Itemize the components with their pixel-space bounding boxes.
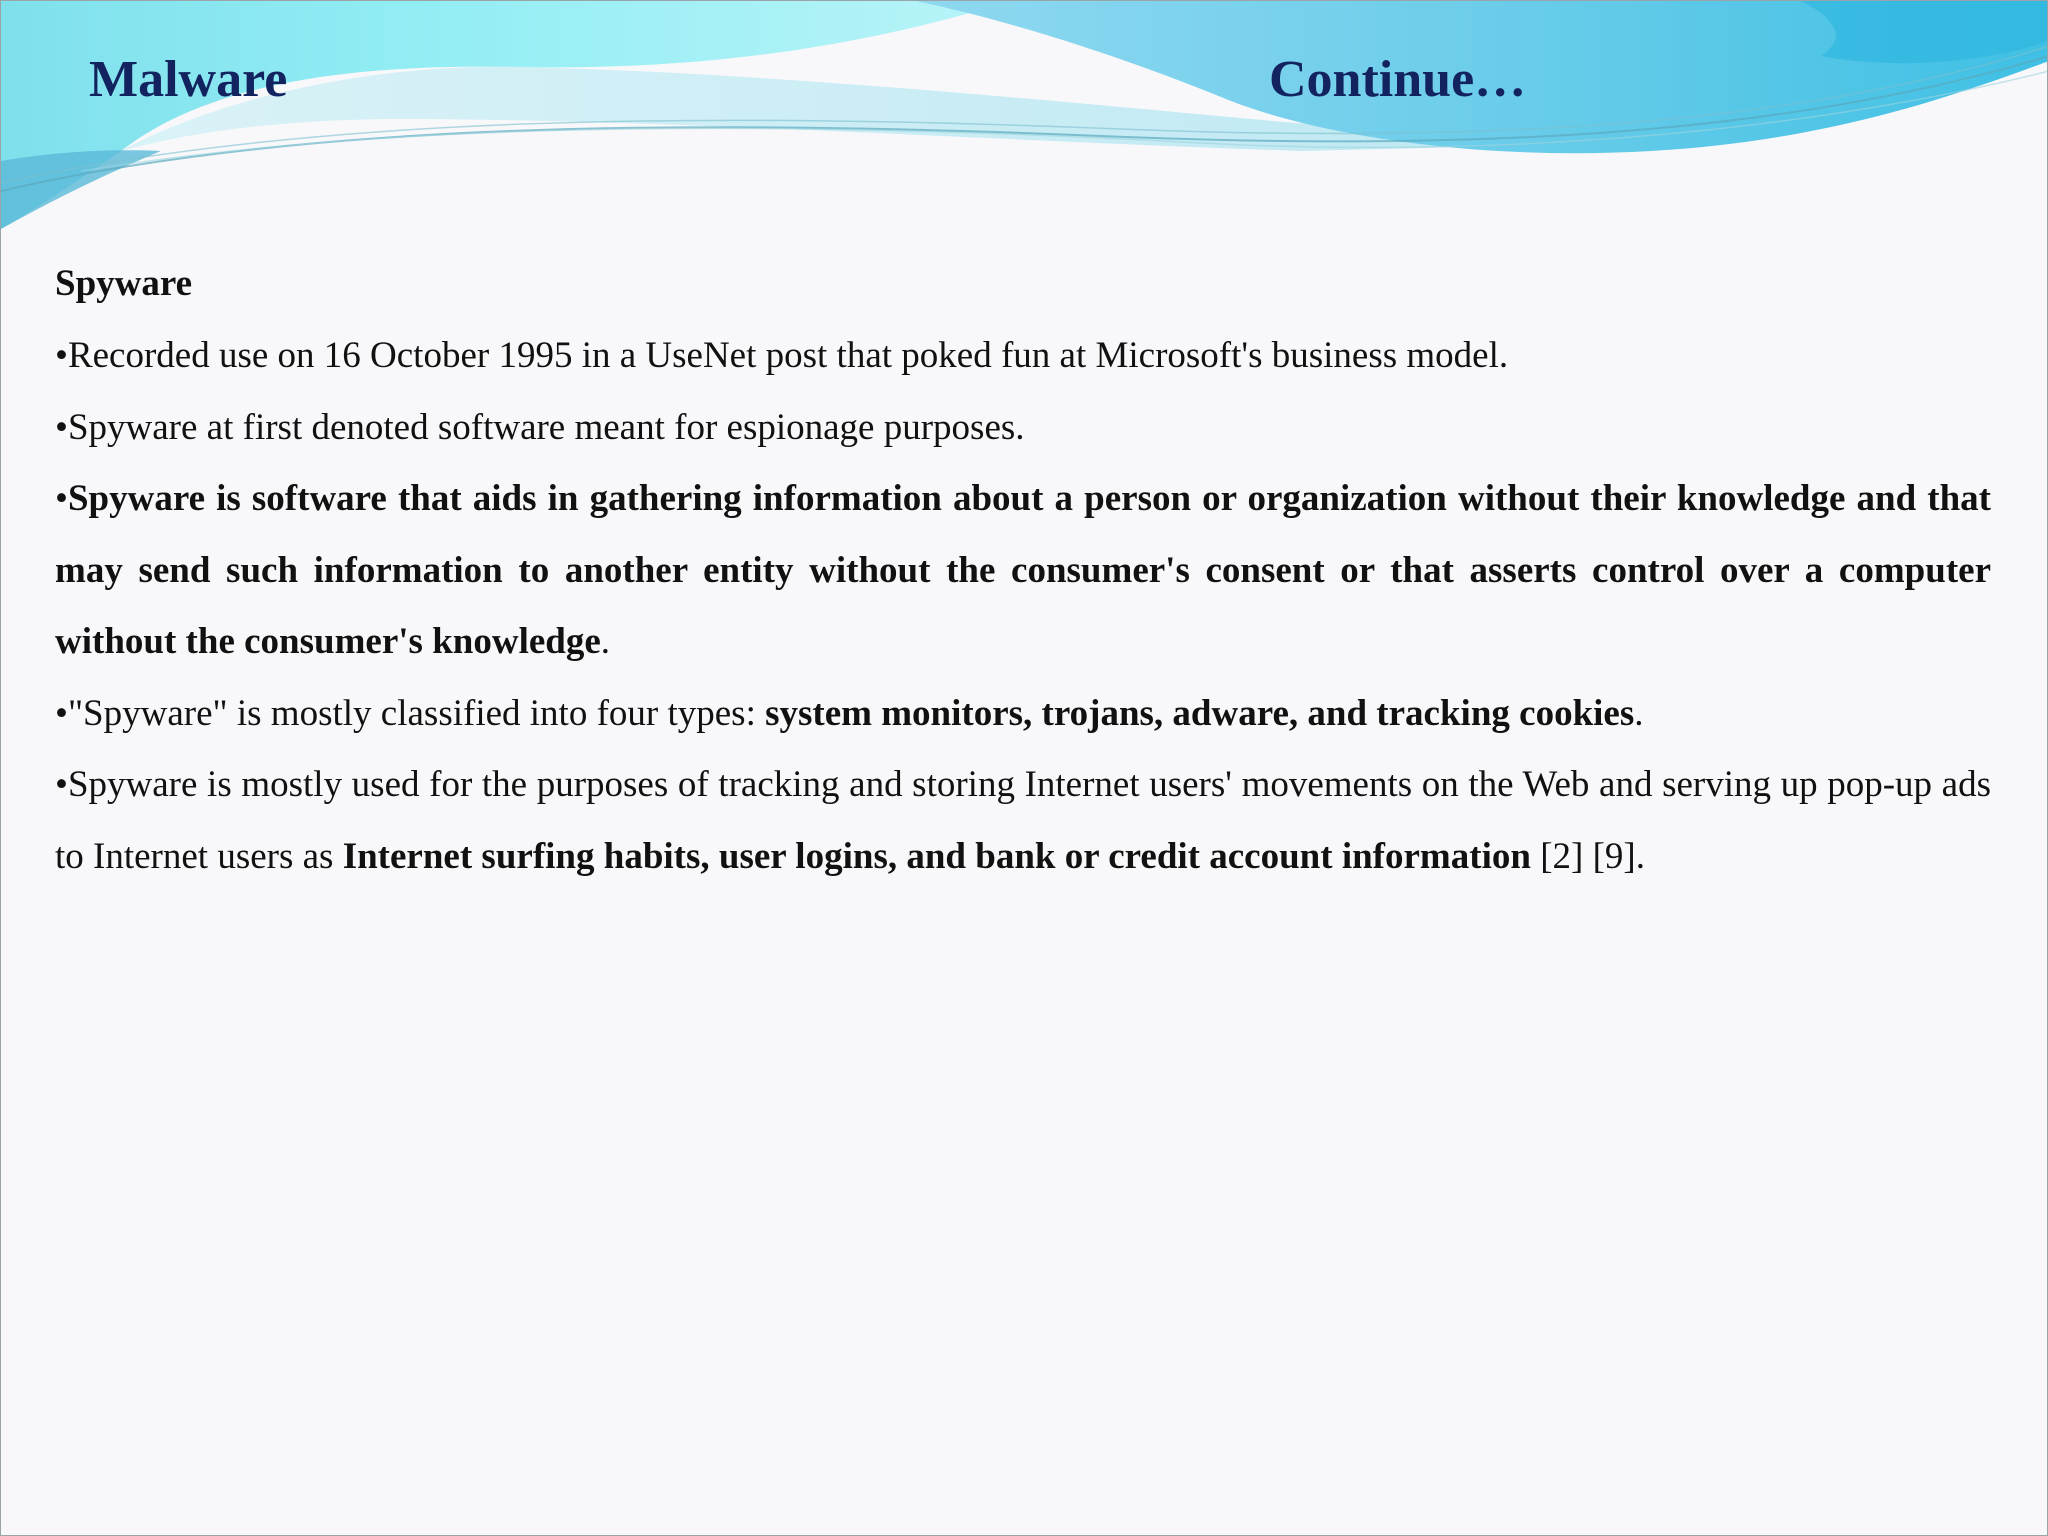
bullet-espionage <box>55 392 1991 464</box>
bullet-prefix: • <box>55 478 68 519</box>
bullet-text: •Recorded use on 16 October 1995 in a UseNet post that poked fun at Microsoft's business model. <box>55 335 1509 376</box>
bullet-bold-types: system monitors, trojans, adware, and tracking cookies <box>765 692 1635 734</box>
slide-title: Malware <box>89 51 288 108</box>
bullet-recorded-use <box>55 320 1991 392</box>
slide-title-continue: Continue… <box>1269 51 1527 108</box>
bullet-usage <box>55 749 1991 892</box>
bullet-bold-info: Internet surfing habits, user logins, and bank or credit account information <box>342 835 1531 877</box>
bullet-prefix: •Spyware is mostly used for the purposes of tracking and storing Internet users' movements on the Web and serving up pop-up ads to Internet users as <box>55 764 1991 877</box>
section-heading: Spyware <box>55 263 193 304</box>
bullet-four-types <box>55 678 1991 750</box>
bullet-prefix: •"Spyware" is mostly classified into four types: <box>55 692 766 734</box>
bullet-bold-definition: Spyware is software that aids in gathering information about a person or organization without their knowledge and that may send such information to another entity without the consumer's consent or that asserts control over a computer without the consumer's knowledge <box>55 478 1991 662</box>
slide-content <box>55 248 1991 892</box>
bullet-text: •Spyware at first denoted software meant for espionage purposes. <box>55 406 1025 448</box>
bullet-citation: [2] [9]. <box>1530 835 1645 877</box>
bullet-suffix: . <box>1634 692 1644 734</box>
header-wave-decoration <box>1 1 2048 241</box>
bullet-definition <box>55 463 1991 678</box>
bullet-suffix: . <box>600 621 611 662</box>
